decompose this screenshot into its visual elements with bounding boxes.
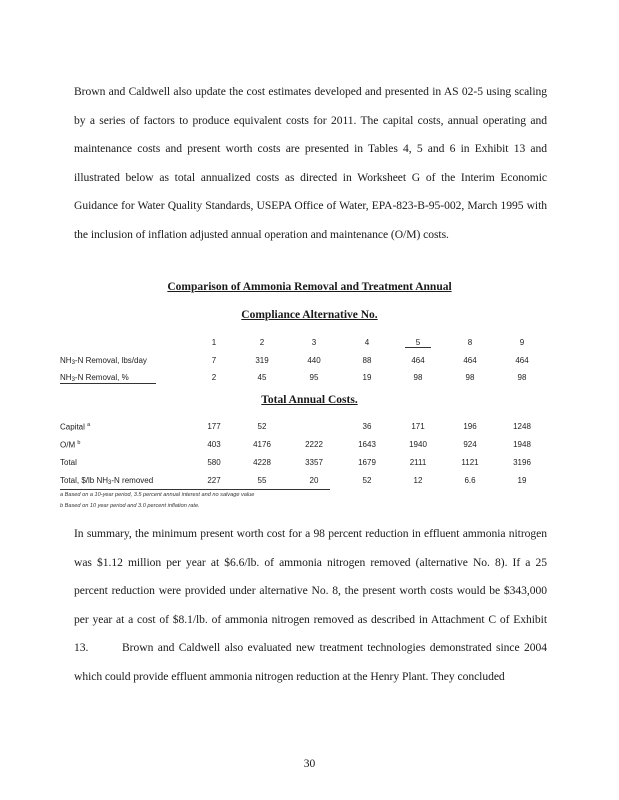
cell: 440: [307, 356, 321, 365]
cell: 319: [255, 356, 269, 365]
column-header: 5: [405, 338, 431, 348]
cell: 4228: [253, 458, 271, 467]
footnote-b: b Based on 10 year period and 3.0 percent inflation rate.: [60, 503, 200, 509]
cell: 2111: [409, 458, 427, 467]
cell: 227: [207, 476, 221, 485]
cell: 1121: [461, 458, 479, 467]
row-label: Capital $^a$: [60, 422, 91, 432]
cell: 52: [257, 422, 267, 431]
costs-heading: Total Annual Costs.: [261, 394, 358, 406]
footnote-a: a Based on a 10-year period, 3.5 percent annual interest and no salvage value: [60, 492, 255, 498]
paragraph-cost-estimates: Brown and Caldwell also update the cost estimates developed and presented in AS 02-5 using scaling by a series of factors to produce equivalent costs for 2011. The capital costs, annual operating and maintenance costs and present worth costs are presented in Tables 4, 5 and 6 in Exhibit 13 and illustrated below as total annualized costs as directed in Worksheet G of the Interim Economic Guidance for Water Quality Standards, USEPA Office of Water, EPA-823-B-95-002, March 1995 with the inclusion of inflation adjusted annual operation and maintenance (O/M) costs.: [74, 85, 547, 241]
table-row: [60, 458, 560, 472]
table-subtitle: Compliance Alternative No.: [241, 309, 378, 321]
cell: 98: [517, 373, 527, 382]
cell: 36: [362, 422, 372, 431]
cell: 55: [257, 476, 267, 485]
column-header: 9: [519, 338, 525, 347]
cell: 196: [463, 422, 477, 431]
column-header: 8: [467, 338, 473, 347]
cell: 3357: [305, 458, 323, 467]
cell: 20: [309, 476, 319, 485]
row-label: Total: [60, 458, 77, 467]
cell: 52: [362, 476, 372, 485]
column-header: 3: [311, 338, 317, 347]
cell: 4176: [253, 440, 271, 449]
cell: 464: [463, 356, 477, 365]
cell: 2222: [305, 440, 323, 449]
cell: 98: [465, 373, 475, 382]
cell: 2: [211, 373, 217, 382]
row-label: $NH_3-N$ Removal, %: [60, 373, 156, 384]
cell: 1643: [358, 440, 376, 449]
cell: 88: [362, 356, 372, 365]
cell: 403: [207, 440, 221, 449]
row-label: O/M $^b$: [60, 440, 81, 450]
cell: 3196: [513, 458, 531, 467]
table-title: Comparison of Ammonia Removal and Treatment Annual: [167, 281, 452, 293]
page-number: 30: [303, 758, 316, 770]
paragraph-new-technologies: Brown and Caldwell also evaluated new treatment technologies demonstrated since 2004 which could provide effluent ammonia nitrogen reduction at the Henry Plant. They concluded: [74, 641, 547, 683]
cell: 464: [411, 356, 425, 365]
column-header: 2: [259, 338, 265, 347]
cell: 98: [413, 373, 423, 382]
cell: 580: [207, 458, 221, 467]
cell: 1948: [513, 440, 531, 449]
table-row: [60, 373, 560, 387]
cell: 12: [413, 476, 423, 485]
cell: 95: [309, 373, 319, 382]
cell: 1940: [409, 440, 427, 449]
table-row: [60, 440, 560, 454]
cell: 171: [411, 422, 425, 431]
cell: 177: [207, 422, 221, 431]
row-label: $NH_3-N$ Removal, lbs/day: [60, 356, 147, 366]
cell: 6.6: [464, 476, 476, 485]
row-label: Total, $/lb $NH_3-N$ removed: [60, 476, 154, 486]
table-row: [60, 476, 527, 490]
table-row: [60, 422, 560, 436]
table-row: [60, 356, 560, 370]
cell: 924: [463, 440, 477, 449]
column-header-row: [60, 338, 560, 352]
column-header: 1: [211, 338, 217, 347]
column-header: 4: [364, 338, 370, 347]
cell: 45: [257, 373, 267, 382]
cell: 19: [362, 373, 372, 382]
cell: 19: [517, 476, 527, 485]
cell: 7: [211, 356, 217, 365]
cell: 464: [515, 356, 529, 365]
cell: 1248: [513, 422, 531, 431]
paragraph-summary: In summary, the minimum present worth cost for a 98 percent reduction in effluent ammonia nitrogen was $1.12 million per year at $6.6/lb. of ammonia nitrogen removed (alternative No. 8). If a 25 percent reduction were provided under alternative No. 8, the present worth costs would be $343,000 per year at a cost of $8.1/lb. of ammonia nitrogen removed as described in Attachment C of Exhibit 13.: [74, 527, 547, 654]
cell: 1679: [358, 458, 376, 467]
